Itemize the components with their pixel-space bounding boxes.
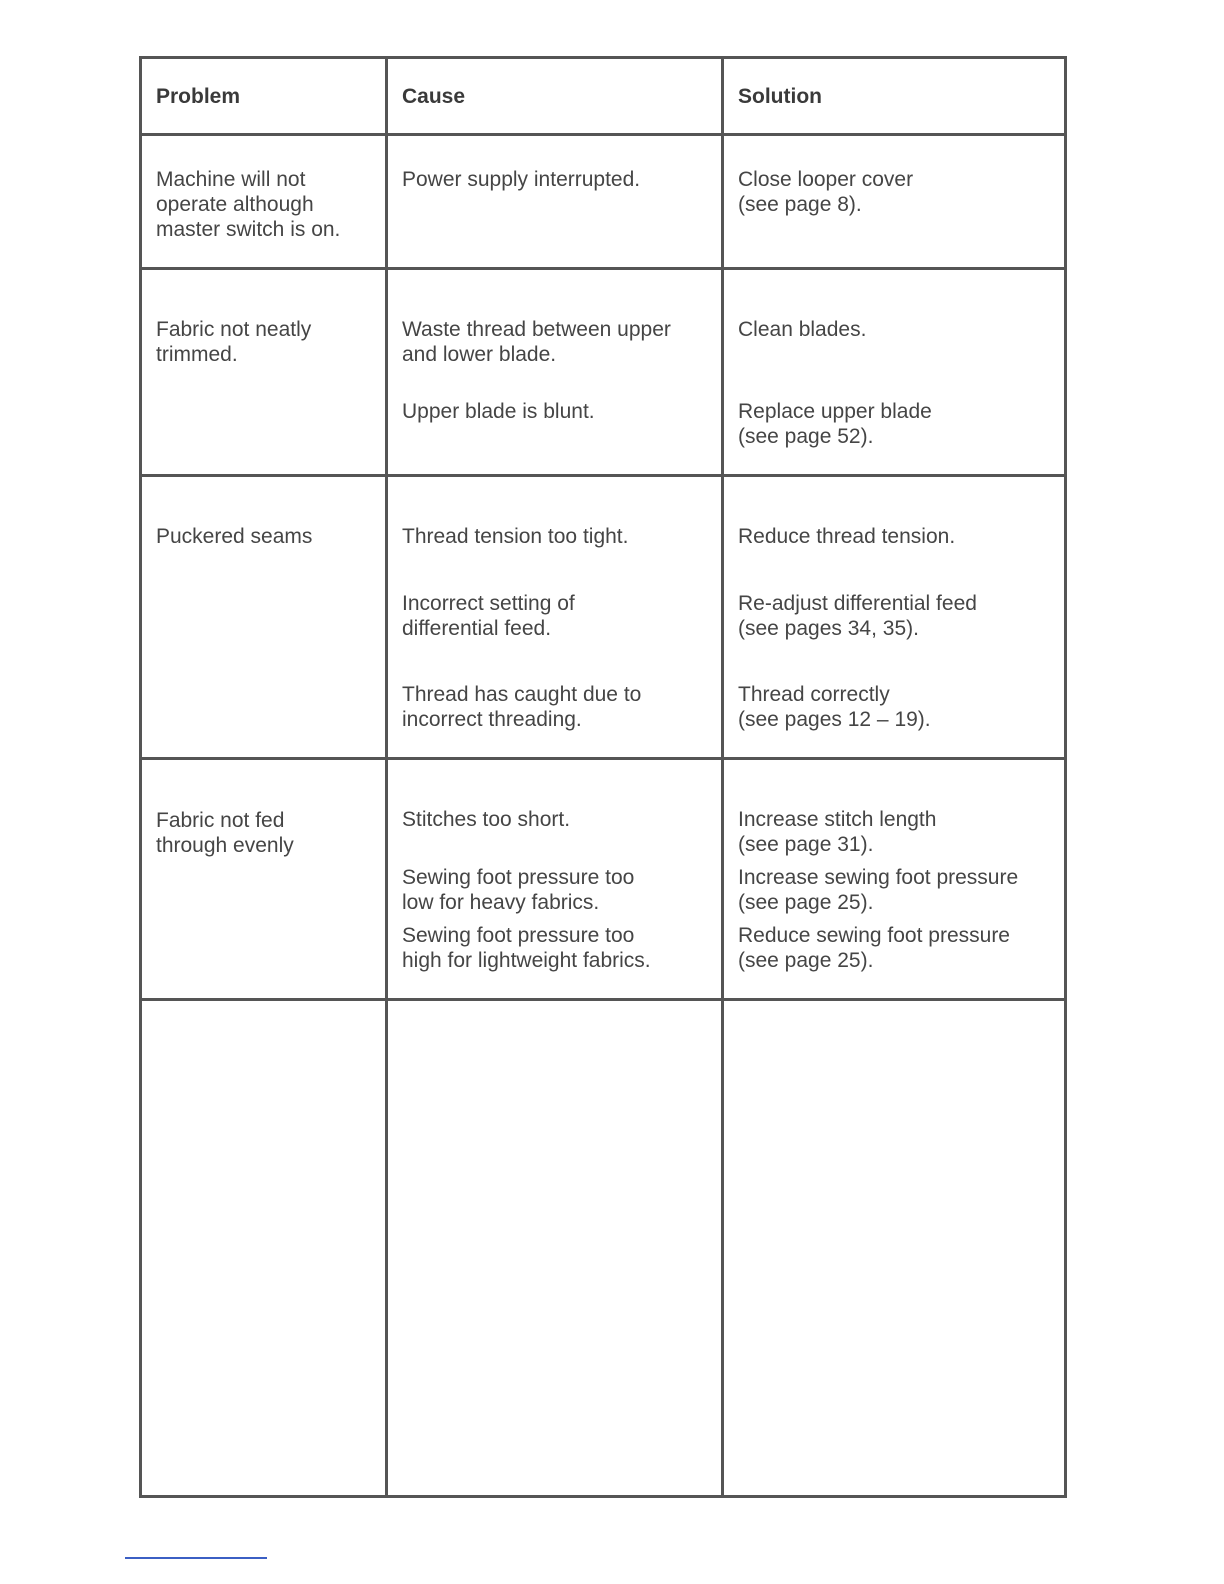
cause-text: Power supply interrupted.	[402, 168, 641, 191]
table-row-empty	[142, 1001, 1064, 1495]
solution-text: Increase sewing foot pressure (see page 25).	[738, 866, 1019, 914]
troubleshooting-table	[139, 56, 1067, 1498]
problem-text: Machine will not operate although master switch is on.	[156, 168, 341, 241]
problem-text: Puckered seams	[156, 525, 313, 548]
cause-text: Waste thread between upper and lower blade.	[402, 318, 671, 366]
header-cell-solution	[724, 59, 1064, 133]
cause-cell	[388, 1001, 724, 1495]
table-row	[142, 477, 1064, 760]
cause-text: Thread has caught due to incorrect threading.	[402, 683, 642, 731]
cause-text: Stitches too short.	[402, 808, 571, 831]
header-problem: Problem	[156, 85, 241, 108]
solution-text: Re-adjust differential feed (see pages 34, 35).	[738, 592, 977, 640]
header-cell-problem	[142, 59, 388, 133]
solution-text: Replace upper blade (see page 52).	[738, 400, 932, 448]
solution-text: Reduce thread tension.	[738, 525, 956, 548]
solution-cell	[724, 136, 1064, 267]
table-row	[142, 270, 1064, 477]
header-solution: Solution	[738, 85, 822, 108]
table-header-row	[142, 59, 1064, 136]
footer-divider	[125, 1557, 267, 1559]
solution-cell	[724, 760, 1064, 998]
problem-cell	[142, 270, 388, 474]
header-cause: Cause	[402, 85, 466, 108]
problem-cell	[142, 760, 388, 998]
problem-text: Fabric not fed through evenly	[156, 809, 294, 857]
solution-text: Close looper cover (see page 8).	[738, 168, 914, 216]
solution-text: Thread correctly (see pages 12 – 19).	[738, 683, 931, 731]
solution-cell	[724, 1001, 1064, 1495]
solution-text: Increase stitch length (see page 31).	[738, 808, 937, 856]
solution-cell	[724, 270, 1064, 474]
problem-cell	[142, 477, 388, 757]
cause-text: Thread tension too tight.	[402, 525, 629, 548]
cause-text: Upper blade is blunt.	[402, 400, 595, 423]
cause-text: Sewing foot pressure too high for lightweight fabrics.	[402, 924, 651, 972]
solution-text: Clean blades.	[738, 318, 867, 341]
cause-cell	[388, 136, 724, 267]
solution-text: Reduce sewing foot pressure (see page 25).	[738, 924, 1010, 972]
header-cell-cause	[388, 59, 724, 133]
cause-text: Sewing foot pressure too low for heavy fabrics.	[402, 866, 635, 914]
table-row	[142, 136, 1064, 270]
solution-cell	[724, 477, 1064, 757]
cause-cell	[388, 270, 724, 474]
table-row	[142, 760, 1064, 1001]
problem-cell	[142, 1001, 388, 1495]
problem-text: Fabric not neatly trimmed.	[156, 318, 312, 366]
problem-cell	[142, 136, 388, 267]
cause-cell	[388, 760, 724, 998]
cause-text: Incorrect setting of differential feed.	[402, 592, 575, 640]
cause-cell	[388, 477, 724, 757]
